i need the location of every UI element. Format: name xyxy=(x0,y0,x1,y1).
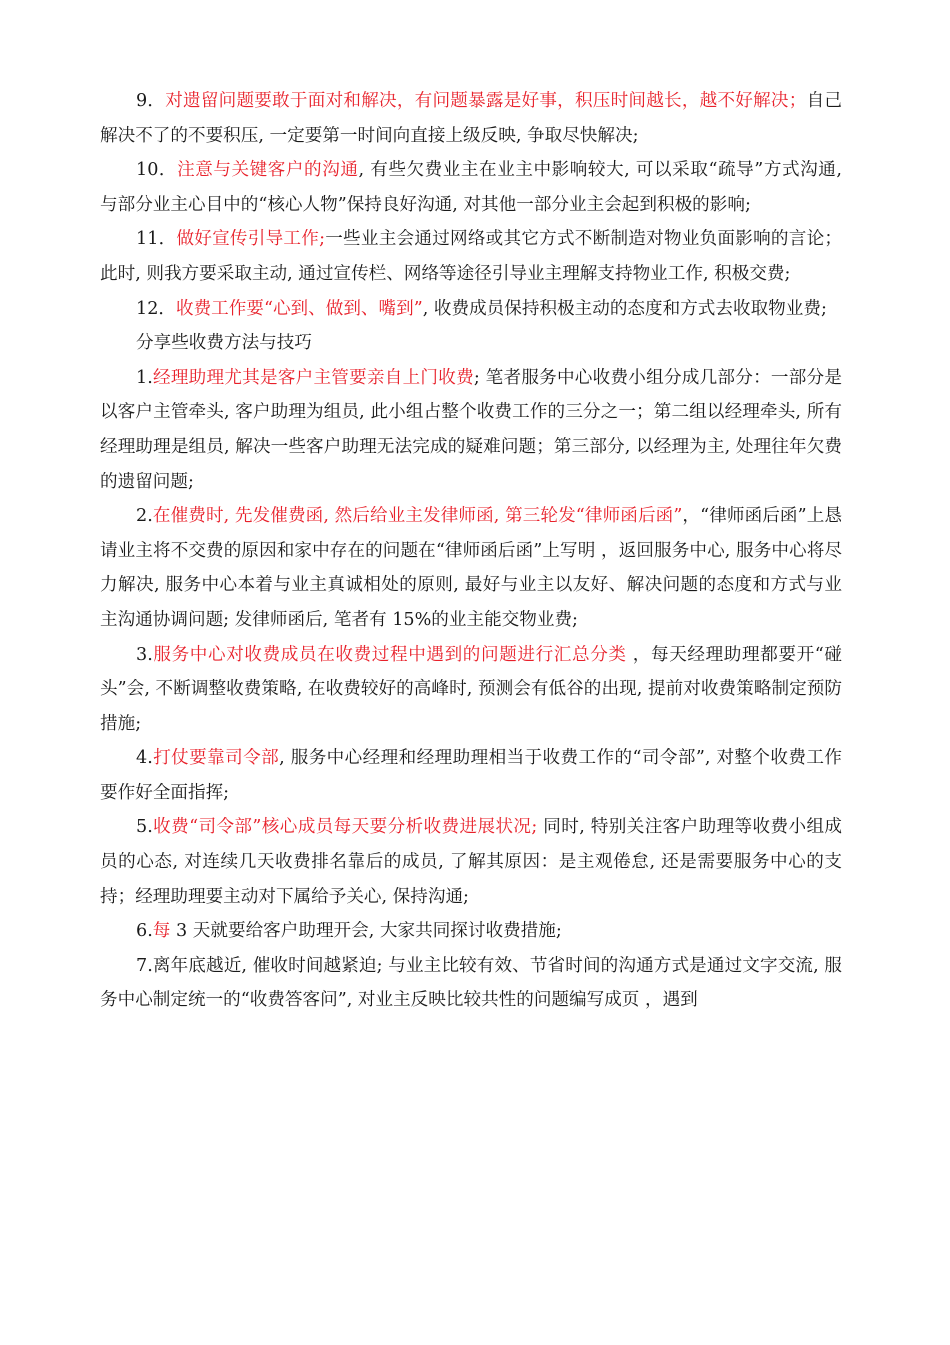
body-text: 3 天就要给客户助理开会, 大家共同探讨收费措施; xyxy=(170,921,562,942)
tip-5 xyxy=(100,810,842,914)
body-text: 自己解决不了的不要积压, 一定要第一时间向直接上级反映, 争取尽快解决; xyxy=(100,91,842,146)
body-text: , 有些欠费业主在业主中影响较大, 可以采取“疏导”方式沟通, 与部分业主心目中的“核心人物”保持良好沟通, 对其他一部分业主会起到积极的影响; xyxy=(100,160,842,215)
body-text: ，每天经理助理都要开“碰头”会, 不断调整收费策略, 在收费较好的高峰时, 预测会有低谷的出现, 提前对收费策略制定预防措施; xyxy=(100,644,842,734)
tip-4 xyxy=(100,741,842,810)
body-text: 同时, 特别关注客户助理等收费小组成员的心态, 对连续几天收费排名靠后的成员, 了解其原因：是主观倦怠, 还是需要服务中心的支持；经理助理要主动对下属给予关心, 保持沟通; xyxy=(100,817,843,907)
body-text: 一些业主会通过网络或其它方式不断制造对物业负面影响的言论；此时, 则我方要采取主动, 通过宣传栏、网络等途径引导业主理解支持物业工作, 积极交费; xyxy=(100,229,842,284)
heading-text: 分享些收费方法与技巧 xyxy=(136,333,312,354)
highlighted-text: 经理助理尤其是客户主管要亲自上门收费 xyxy=(152,367,474,388)
paragraph-12 xyxy=(100,292,842,327)
item-number: 6. xyxy=(136,921,153,942)
item-number: 7. xyxy=(136,955,153,976)
paragraph-10 xyxy=(100,153,842,222)
item-number: 2. xyxy=(136,506,153,527)
body-text: , 收费成员保持积极主动的态度和方式去收取物业费; xyxy=(422,298,827,319)
tip-3 xyxy=(100,638,842,742)
highlighted-text: 打仗要靠司令部 xyxy=(152,748,280,769)
highlighted-text: 做好宣传引导工作; xyxy=(176,229,325,250)
paragraph-9 xyxy=(100,84,842,153)
tip-7 xyxy=(100,949,842,1018)
highlighted-text: 收费工作要“心到、做到、嘴到” xyxy=(175,298,423,319)
body-text: , 服务中心经理和经理助理相当于收费工作的“司令部”, 对整个收费工作要作好全面指挥; xyxy=(100,748,842,803)
highlighted-text: 每 xyxy=(152,921,171,942)
tip-1 xyxy=(100,361,842,499)
item-number: 1. xyxy=(136,367,153,388)
tip-6 xyxy=(100,914,842,949)
section-heading xyxy=(100,326,842,361)
paragraph-11 xyxy=(100,222,842,291)
highlighted-text: 注意与关键客户的沟通 xyxy=(177,160,359,181)
item-number: 12． xyxy=(136,298,176,319)
item-number: 5. xyxy=(136,817,153,838)
item-number: 3. xyxy=(136,644,153,665)
highlighted-text: 服务中心对收费成员在收费过程中遇到的问题进行汇总分类 xyxy=(152,644,627,665)
highlighted-text: 在催费时, 先发催费函, 然后给业主发律师函, 第三轮发“律师函后函” xyxy=(152,506,683,527)
highlighted-text: 对遗留问题要敢于面对和解决，有问题暴露是好事，积压时间越长，越不好解决； xyxy=(165,91,807,111)
body-text: ，“律师函后函”上恳请业主将不交费的原因和家中存在的问题在“律师函后函”上写明 ，返回服务中心, 服务中心将尽力解决, 服务中心本着与业主真诚相处的原则, 最好与业主以友好、解决问题的态度和方式与业主沟通协调问题; 发律师函后, 笔者有 15%的业主能交物业费; xyxy=(100,506,842,630)
body-text: 离年底越近, 催收时间越紧迫; 与业主比较有效、节省时间的沟通方式是通过文字交流, 服务中心制定统一的“收费答客问”, 对业主反映比较共性的问题编写成页 ，遇到 xyxy=(100,955,842,1011)
item-number: 10． xyxy=(136,160,178,181)
highlighted-text: 收费“司令部”核心成员每天要分析收费进展状况; xyxy=(152,817,538,838)
item-number: 11． xyxy=(136,229,177,250)
item-number: 9． xyxy=(136,91,166,111)
tip-2 xyxy=(100,499,842,637)
item-number: 4. xyxy=(136,748,153,769)
body-text: ; 笔者服务中心收费小组分成几部分：一部分是以客户主管牵头, 客户助理为组员, 此小组占整个收费工作的三分之一；第二组以经理牵头, 所有经理助理是组员, 解决一些客户助理无法完成的疑难问题；第三部分, 以经理为主, 处理往年欠费的遗留问题; xyxy=(100,367,842,492)
